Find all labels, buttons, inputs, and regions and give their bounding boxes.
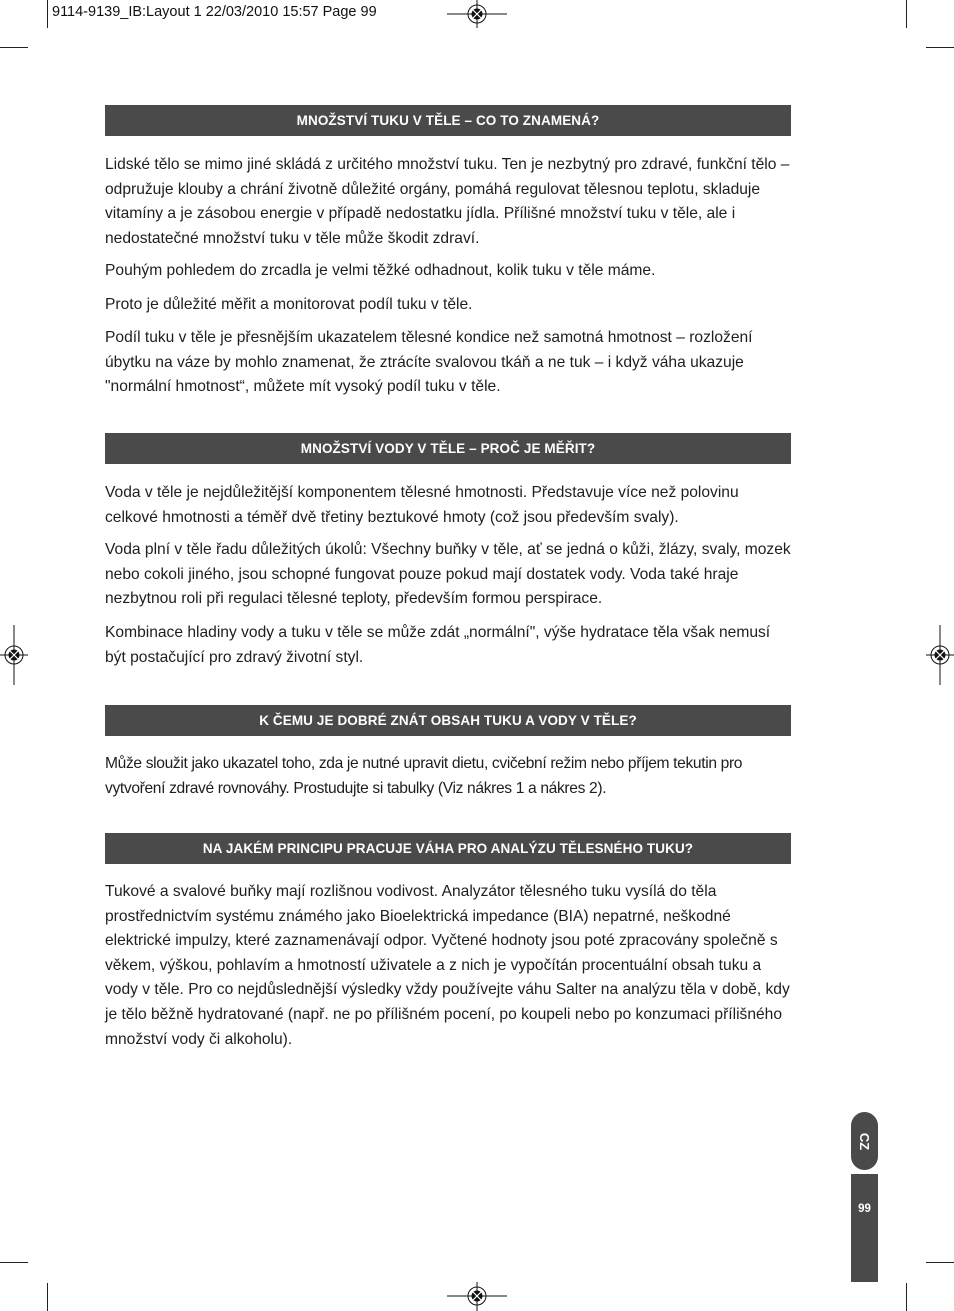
crop-mark-bottom-right-v [906,1283,907,1311]
page-number: 99 [858,1203,871,1215]
paragraph: Voda v těle je nejdůležitější komponentem tělesné hmotnosti. Představuje více než polovinu celkové hmotnosti a téměř dvě třetiny beztukové hmoty (což jsou především svaly). [105,484,739,526]
paragraph: Pouhým pohledem do zrcadla je velmi těžké odhadnout, kolik tuku v těle máme. [105,262,656,279]
paragraph: Proto je důležité měřit a monitorovat podíl tuku v těle. [105,296,473,313]
side-tab [851,1174,878,1282]
registration-mark-right-icon [926,625,954,685]
crop-mark-top-right-h [926,47,954,48]
registration-mark-left-icon [0,625,28,685]
registration-mark-top-icon [447,0,507,28]
crop-mark-top-left-v [47,0,48,28]
paragraph: Lidské tělo se mimo jiné skládá z určitého množství tuku. Ten je nezbytný pro zdravé, funkční tělo – odpružuje klouby a chrání životně důležité orgány, pomáhá regulovat tělesnou teplotu, skladuje vitamíny a je zásobou energie v případě nedostatku jídla. Přílišné množství tuku v těle, ale i nedostatečné množství tuku v těle může škodit zdraví. [105,156,790,247]
slug-line: 9114-9139_IB:Layout 1 22/03/2010 15:57 Page 99 [52,4,377,20]
paragraph: Tukové a svalové buňky mají rozlišnou vodivost. Analyzátor tělesného tuku vysílá do těla prostřednictvím systému známého jako Bioelektrická impedance (BIA) nepatrné, neškodné elektrické impulzy, které zaznamenávají odpor. Vyčtené hodnoty jsou poté zpracovány společně s věkem, výškou, pohlavím a hmotností uživatele a z nich je vypočítán procentuální obsah tuku a vody v těle. Pro co nejdůslednější výsledky vždy používejte váhu Salter na analýzu těla v době, kdy je tělo běžně hydratované (např. ne po přílišném pocení, po koupeli nebo po konzumaci přílišného množství vody či alkoholu). [105,883,790,1048]
crop-mark-top-left-h [0,47,28,48]
crop-mark-bottom-left-v [47,1283,48,1311]
section-heading-body-water: MNOŽSTVÍ VODY V TĚLE – PROČ JE MĚŘIT? [105,433,791,464]
section-heading-body-fat: MNOŽSTVÍ TUKU V TĚLE – CO TO ZNAMENÁ? [105,105,791,136]
paragraph: Podíl tuku v těle je přesnějším ukazatelem tělesné kondice než samotná hmotnost – rozložení úbytku na váze by mohlo znamenat, že ztrácíte svalovou tkáň a ne tuk – i když váha ukazuje "normální hmotnost“, můžete mít vysoký podíl tuku v těle. [105,329,753,396]
language-badge [851,1112,878,1170]
crop-mark-bottom-left-h [0,1262,28,1263]
crop-mark-bottom-right-h [926,1262,954,1263]
registration-mark-bottom-icon [447,1282,507,1311]
paragraph: Kombinace hladiny vody a tuku v těle se může zdát „normální", výše hydratace těla však nemusí být postačující pro zdravý životní styl. [105,624,771,666]
section-heading-how-it-works: NA JAKÉM PRINCIPU PRACUJE VÁHA PRO ANALÝZU TĚLESNÉHO TUKU? [105,833,791,864]
paragraph: Voda plní v těle řadu důležitých úkolů: Všechny buňky v těle, ať se jedná o kůži, žlázy, svaly, mozek nebo cokoli jiného, jsou schopné fungovat pouze pokud mají dostatek vody. Voda také hraje nezbytnou roli při regulaci tělesné teploty, především formou perspirace. [105,541,791,608]
section-heading-why-know: K ČEMU JE DOBRÉ ZNÁT OBSAH TUKU A VODY V TĚLE? [105,705,791,736]
language-label: CZ [857,1132,872,1150]
crop-mark-top-right-v [906,0,907,28]
paragraph: Může sloužit jako ukazatel toho, zda je nutné upravit dietu, cvičební režim nebo příjem tekutin pro vytvoření zdravé rovnováhy. Prostudujte si tabulky (Viz nákres 1 a nákres 2). [105,755,743,797]
